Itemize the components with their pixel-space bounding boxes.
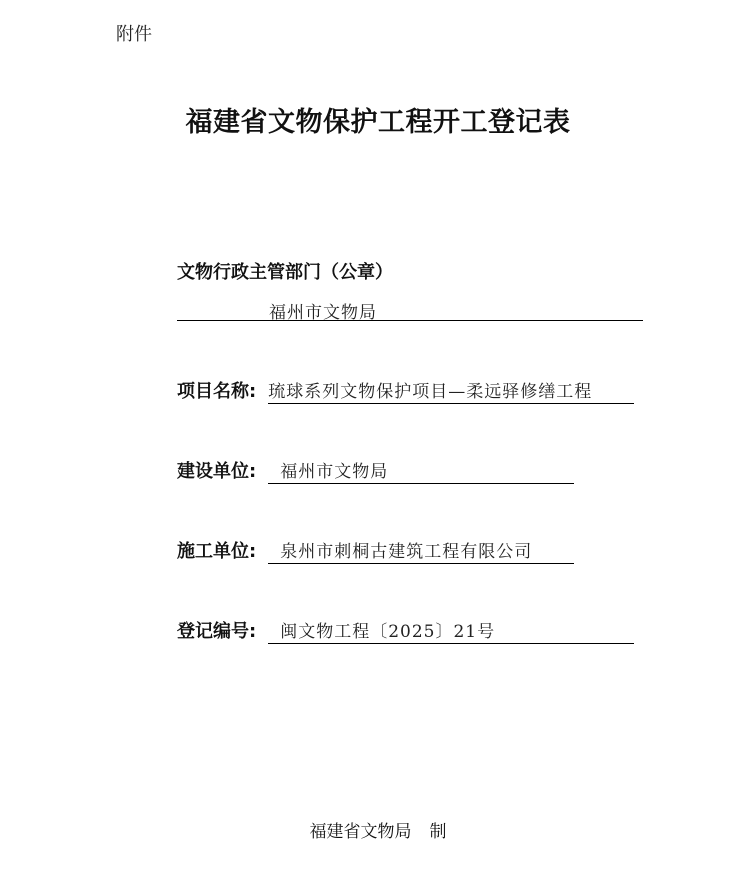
construction-unit-value: 泉州市刺桐古建筑工程有限公司 [280, 542, 533, 562]
attachment-label: 附件 [116, 24, 152, 45]
build-unit-value: 福州市文物局 [280, 462, 389, 482]
department-field [177, 296, 643, 321]
build-unit-label: 建设单位: [177, 461, 257, 482]
construction-unit-row [177, 537, 574, 564]
department-value: 福州市文物局 [269, 303, 377, 323]
project-name-row [177, 377, 634, 404]
project-name-value: 琉球系列文物保护项目—柔远驿修缮工程 [268, 382, 593, 402]
footer-suffix: 制 [429, 822, 447, 842]
registration-no-row [177, 617, 634, 644]
project-name-field [268, 379, 634, 404]
footer-issuer: 福建省文物局 [309, 822, 412, 842]
project-name-label: 项目名称: [177, 381, 257, 402]
registration-no-label: 登记编号: [177, 621, 257, 642]
page-title: 福建省文物保护工程开工登记表 [185, 107, 571, 138]
department-label: 文物行政主管部门（公章） [177, 262, 393, 283]
footer-issuer-line [0, 817, 756, 842]
construction-unit-label: 施工单位: [177, 541, 257, 562]
registration-no-field [268, 619, 634, 644]
registration-no-value: 闽文物工程〔2025〕21号 [280, 622, 496, 642]
build-unit-row [177, 457, 574, 484]
build-unit-field [268, 459, 574, 484]
construction-unit-field [268, 539, 574, 564]
